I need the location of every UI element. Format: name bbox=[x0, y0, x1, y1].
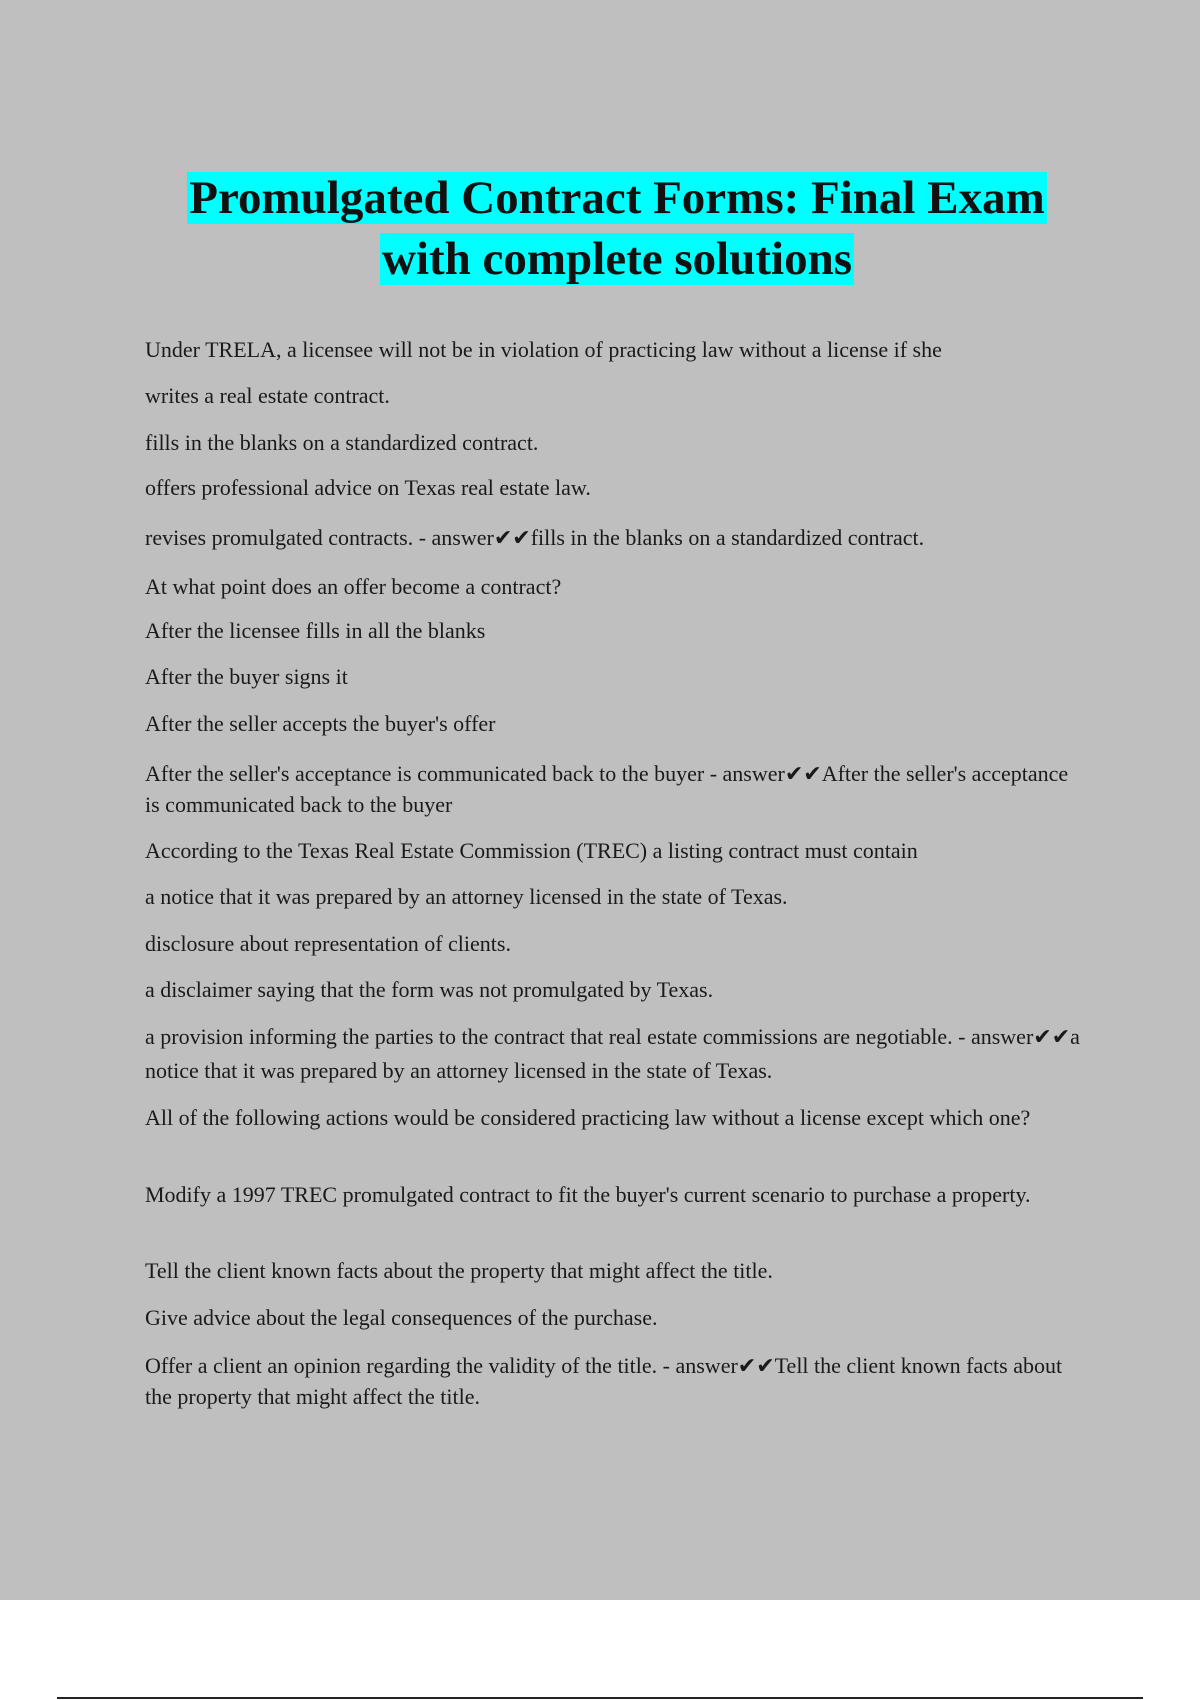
question-1-option-b: fills in the blanks on a standardized contract. bbox=[145, 430, 539, 455]
question-4-option-c: Give advice about the legal consequences of the purchase. bbox=[145, 1305, 658, 1330]
question-3-option-d-answer: a provision informing the parties to the contract that real estate commissions are negotiable. - answer✔✔a notice that it was prepared by an attorney licensed in the state of Texas. bbox=[145, 1024, 1080, 1083]
bottom-divider bbox=[57, 1697, 1143, 1699]
question-3-option-b: disclosure about representation of clients. bbox=[145, 931, 511, 956]
question-2-option-b: After the buyer signs it bbox=[145, 664, 348, 689]
question-1-option-a: writes a real estate contract. bbox=[145, 383, 390, 408]
question-2-option-c: After the seller accepts the buyer's offer bbox=[145, 711, 496, 736]
question-3-stem: According to the Texas Real Estate Commission (TREC) a listing contract must contain bbox=[145, 838, 918, 863]
question-1-stem: Under TRELA, a licensee will not be in violation of practicing law without a license if she bbox=[145, 337, 942, 362]
question-4-option-b: Tell the client known facts about the property that might affect the title. bbox=[145, 1258, 773, 1283]
question-3-option-a: a notice that it was prepared by an attorney licensed in the state of Texas. bbox=[145, 884, 788, 909]
title-line-1: Promulgated Contract Forms: Final Exam bbox=[189, 172, 1045, 224]
question-2-stem: At what point does an offer become a contract? bbox=[145, 574, 562, 599]
question-1-option-c: offers professional advice on Texas real estate law. bbox=[145, 475, 591, 500]
question-3-option-c: a disclaimer saying that the form was not promulgated by Texas. bbox=[145, 977, 714, 1002]
question-2-option-a: After the licensee fills in all the blanks bbox=[145, 618, 486, 643]
question-4-stem: All of the following actions would be considered practicing law without a license except which one? bbox=[145, 1105, 1031, 1130]
question-4-option-a: Modify a 1997 TREC promulgated contract to fit the buyer's current scenario to purchase a property. bbox=[145, 1182, 1031, 1207]
question-1-option-d-answer: revises promulgated contracts. - answer✔✔fills in the blanks on a standardized contract. bbox=[145, 525, 925, 550]
question-2-option-d-answer: After the seller's acceptance is communicated back to the buyer - answer✔✔After the seller's acceptance is communicated back to the buyer bbox=[145, 761, 1069, 817]
document-title bbox=[0, 168, 1200, 290]
question-4-option-d-answer: Offer a client an opinion regarding the validity of the title. - answer✔✔Tell the client known facts about the property that might affect the title. bbox=[145, 1353, 1063, 1409]
title-line-2: with complete solutions bbox=[382, 233, 852, 285]
